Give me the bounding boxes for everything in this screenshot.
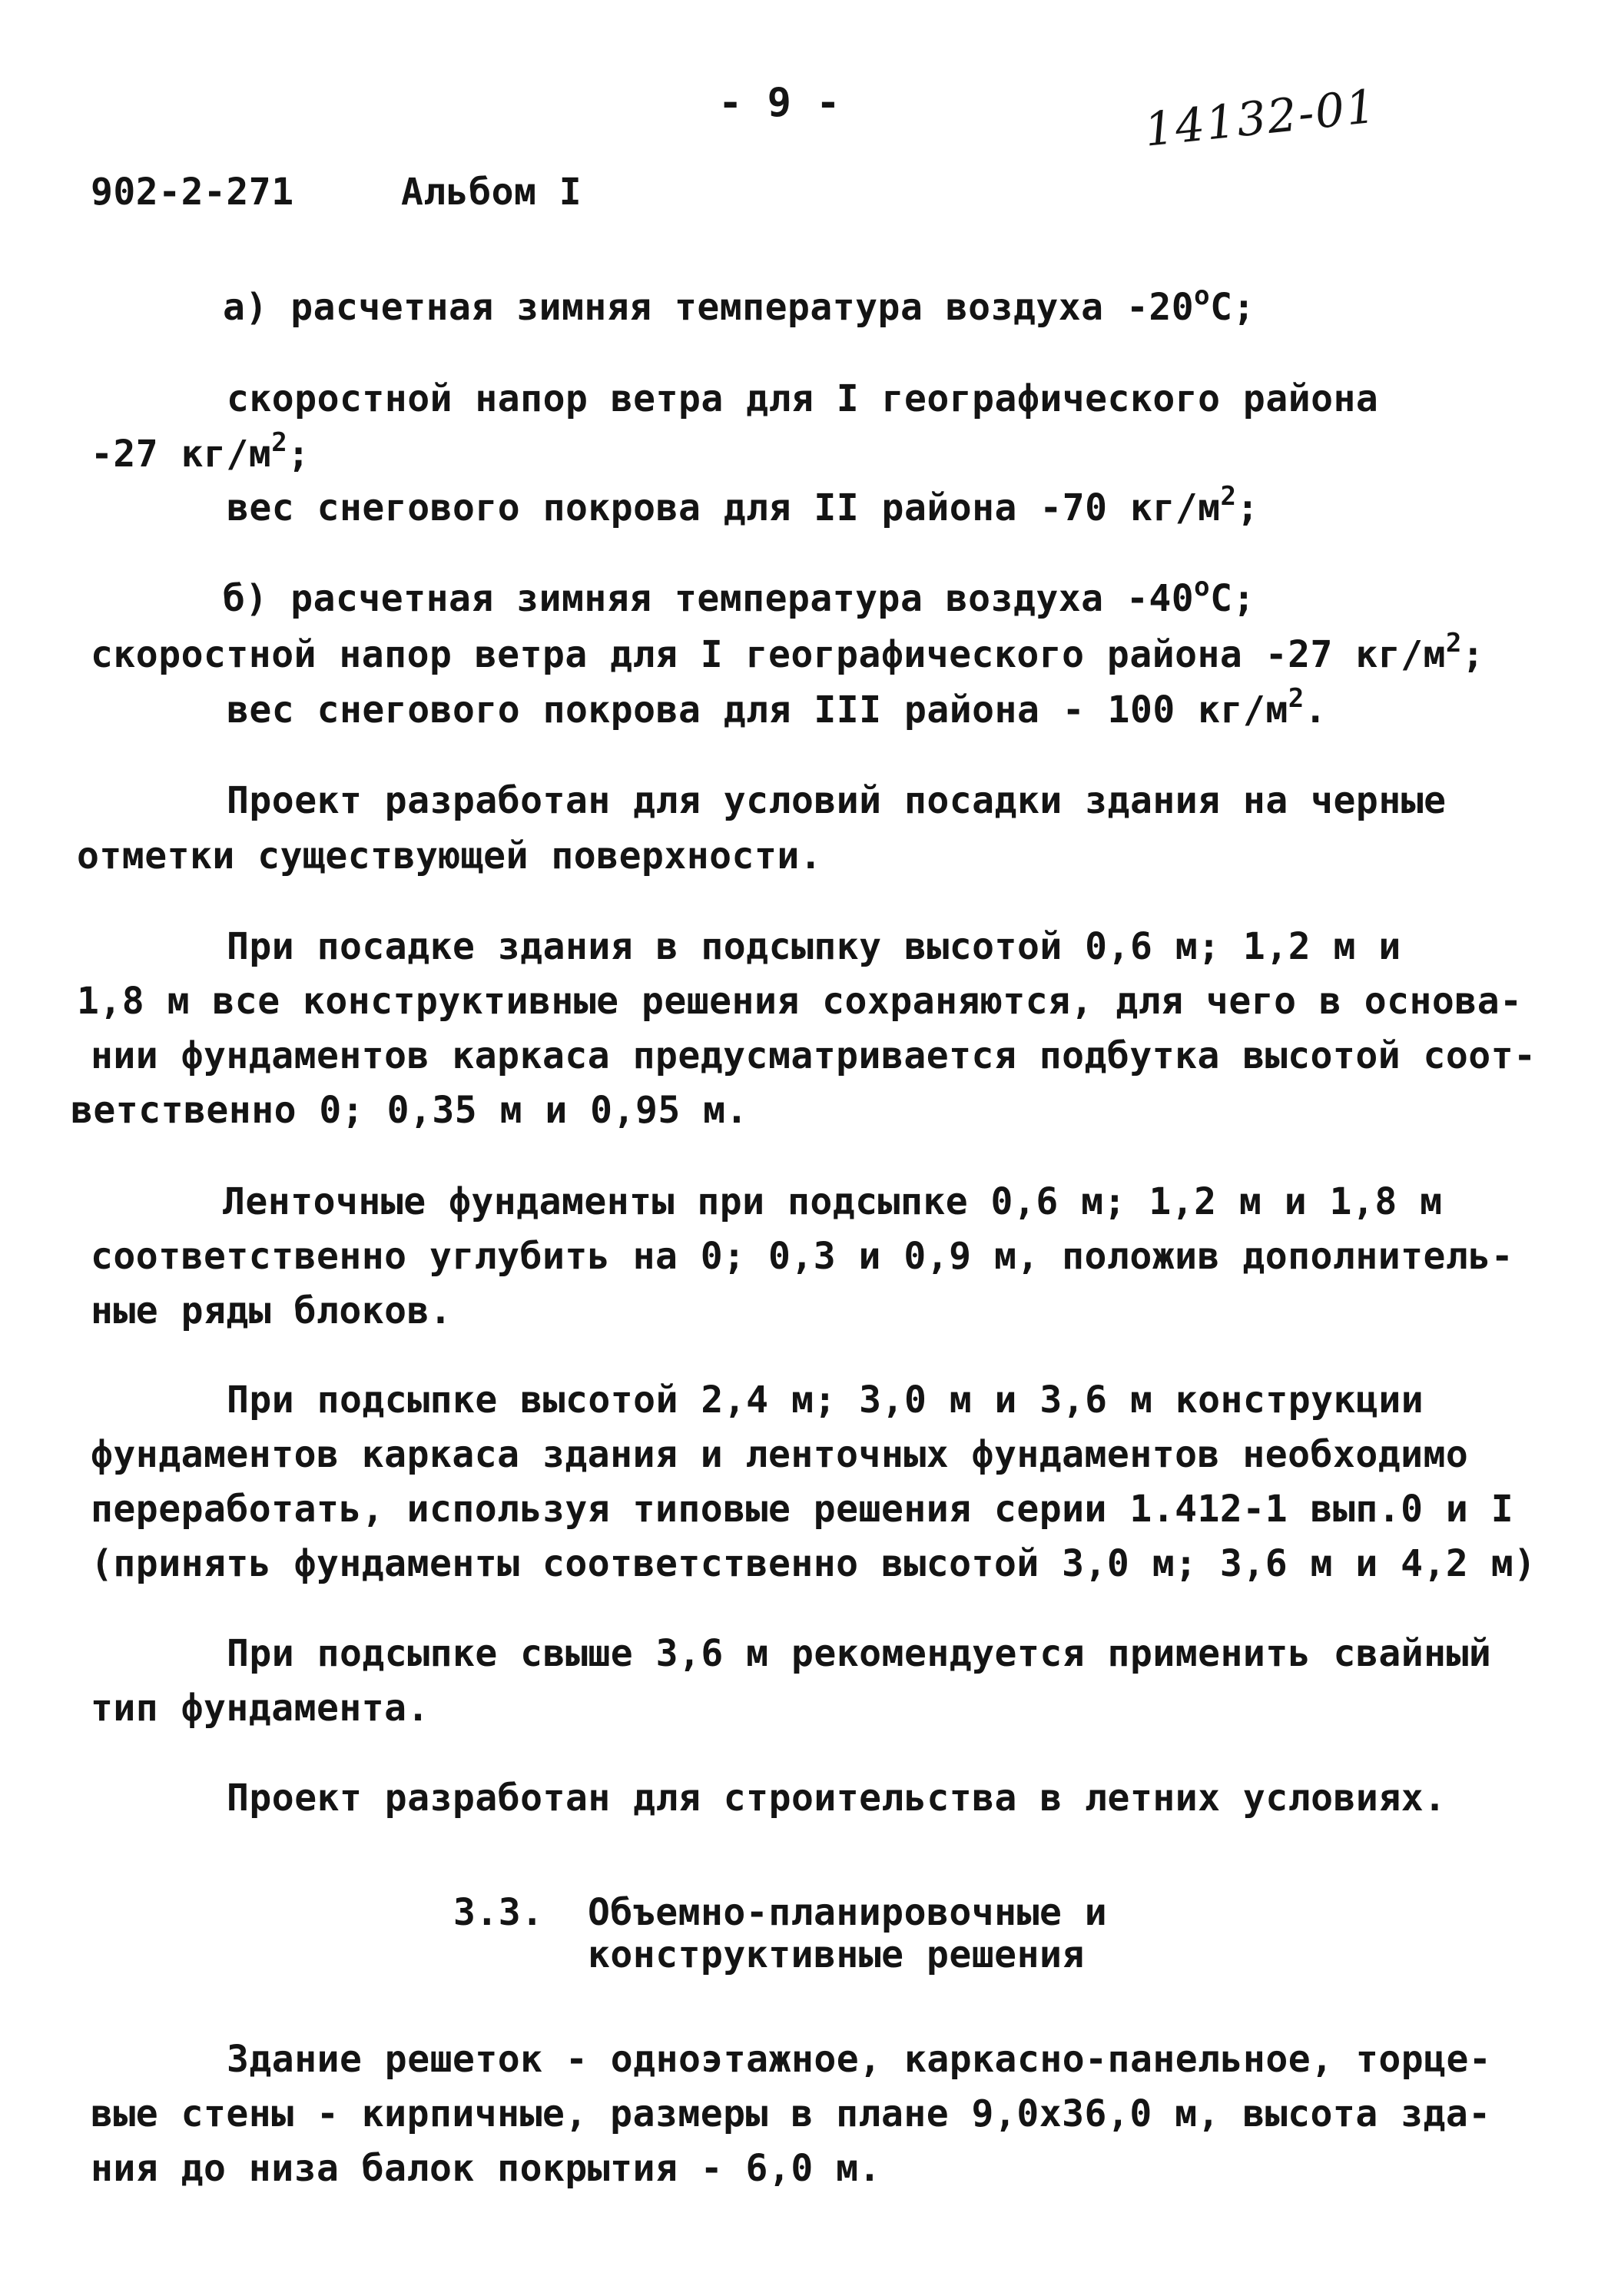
paragraph-3-line-3: ные ряды блоков. <box>91 1289 453 1332</box>
section-title-line-1: Объемно-планировочные и <box>588 1891 1108 1934</box>
paragraph-5-line-1: При подсыпке свыше 3,6 м рекомендуется применить свайный <box>227 1632 1492 1675</box>
album-label: Альбом I <box>401 171 582 214</box>
paragraph-2-line-4: ветственно 0; 0,35 м и 0,95 м. <box>71 1089 748 1132</box>
paragraph-7-line-2: вые стены - кирпичные, размеры в плане 9,0х36,0 м, высота зда- <box>91 2092 1491 2135</box>
document-code: 902-2-271 <box>91 171 294 214</box>
paragraph-6-line-1: Проект разработан для строительства в летних условиях. <box>227 1777 1447 1820</box>
climate-b-wind: скоростной напор ветра для I географического района -27 $кг/м^2$; <box>91 628 1485 676</box>
paragraph-1-line-1: Проект разработан для условий посадки здания на черные <box>227 779 1447 822</box>
climate-b-temperature: б) расчетная зимняя температура воздуха $-40^оС$; <box>223 572 1255 620</box>
paragraph-5-line-2: тип фундамента. <box>91 1687 429 1730</box>
climate-a-temperature: а) расчетная зимняя температура воздуха $-20^оС$; <box>223 280 1255 329</box>
paragraph-2-line-1: При посадке здания в подсыпку высотой 0,6 м; 1,2 м и <box>227 925 1401 968</box>
paragraph-3-line-1: Ленточные фундаменты при подсыпке 0,6 м; 1,2 м и 1,8 м <box>223 1180 1443 1223</box>
paragraph-7-line-1: Здание решеток - одноэтажное, каркасно-панельное, торце- <box>227 2038 1492 2081</box>
paragraph-4-line-1: При подсыпке высотой 2,4 м; 3,0 м и 3,6 м конструкции <box>227 1379 1424 1422</box>
paragraph-7-line-3: ния до низа балок покрытия - 6,0 м. <box>91 2147 881 2190</box>
paragraph-4-line-4: (принять фундаменты соответственно высотой 3,0 м; 3,6 м и 4,2 м) <box>91 1542 1537 1585</box>
paragraph-1-line-2: отметки существующей поверхности. <box>77 834 823 878</box>
climate-b-snow: вес снегового покрова для III района - 100 $кг/м^2$. <box>227 683 1328 732</box>
climate-a-wind-line: скоростной напор ветра для I географического района <box>227 377 1379 420</box>
paragraph-4-line-2: фундаментов каркаса здания и ленточных фундаментов необходимо <box>91 1433 1469 1476</box>
paragraph-2-line-2: 1,8 м все конструктивные решения сохраняются, для чего в основа- <box>77 980 1523 1023</box>
handwritten-number: 14132-01 <box>1142 79 1380 158</box>
section-number: 3.3. <box>453 1891 544 1934</box>
climate-a-wind-value: -27 $кг/м^2$; <box>91 427 310 476</box>
section-title-line-2: конструктивные решения <box>588 1933 1085 1976</box>
paragraph-2-line-3: нии фундаментов каркаса предусматривается подбутка высотой соот- <box>91 1034 1537 1077</box>
paragraph-4-line-3: переработать, используя типовые решения серии 1.412-1 вып.0 и I <box>91 1488 1514 1531</box>
paragraph-3-line-2: соответственно углубить на 0; 0,3 и 0,9 м, положив дополнитель- <box>91 1235 1514 1278</box>
page-number: - 9 - <box>718 80 841 126</box>
climate-a-snow: вес снегового покрова для II района -70 $кг/м^2$; <box>227 481 1259 529</box>
